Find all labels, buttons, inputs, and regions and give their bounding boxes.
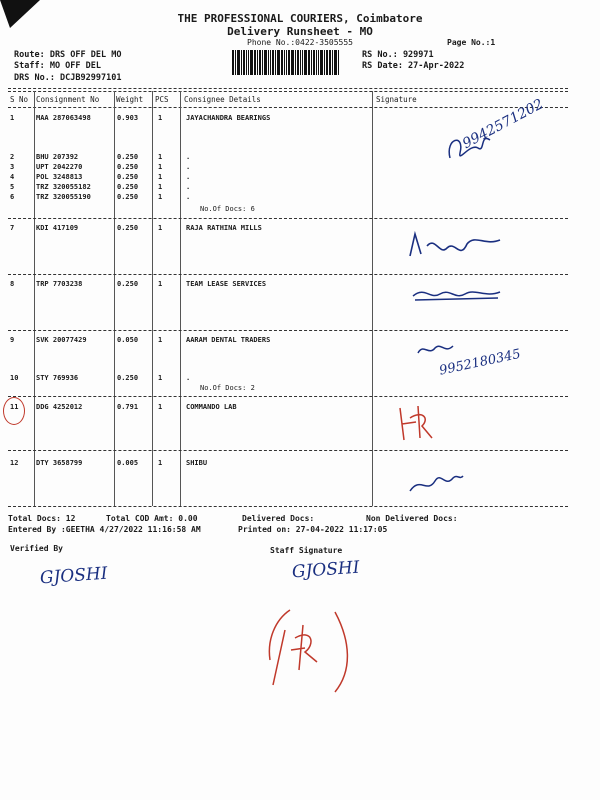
row-consignment: UPT 2042270 — [36, 163, 83, 171]
group-doc-count: No.Of Docs: 6 — [200, 205, 255, 213]
table-top-rule-2 — [8, 91, 568, 92]
table-header-rule — [8, 107, 568, 108]
row-consignee: COMMANDO LAB — [186, 403, 237, 411]
row-consignee: . — [186, 374, 191, 382]
row-consignee: . — [186, 173, 191, 181]
row-separator — [8, 450, 568, 451]
row-consignment: DDG 4252012 — [36, 403, 83, 411]
row-weight: 0.250 — [117, 193, 139, 201]
row-consignment: TRZ 320055190 — [36, 193, 91, 201]
row-weight: 0.903 — [117, 114, 139, 122]
handwritten-phone: 9942571202 — [460, 96, 547, 153]
red-initials-mark — [265, 600, 365, 695]
col-header-weight: Weight — [116, 95, 144, 104]
row-consignee: . — [186, 153, 191, 161]
row-weight: 0.005 — [117, 459, 139, 467]
col-header-consignment: Consignment No — [36, 95, 100, 104]
row-consignment: STY 769936 — [36, 374, 79, 382]
row-pcs: 1 — [158, 163, 163, 171]
delivered-docs: Delivered Docs: — [242, 514, 315, 523]
total-cod: Total COD Amt: 0.00 — [106, 514, 198, 523]
table-top-rule — [8, 88, 568, 89]
row-consignment: TRZ 320055182 — [36, 183, 91, 191]
staff: Staff: MO OFF DEL — [14, 61, 101, 71]
row-sno: 2 — [10, 153, 15, 161]
row-pcs: 1 — [158, 224, 163, 232]
row-weight: 0.250 — [117, 173, 139, 181]
row-consignee: SHIBU — [186, 459, 208, 467]
row-sno: 9 — [10, 336, 15, 344]
row-consignee: AARAM DENTAL TRADERS — [186, 336, 271, 344]
row-consignment: MAA 287063498 — [36, 114, 91, 122]
row-consignment: KDI 417109 — [36, 224, 79, 232]
row-consignee: RAJA RATHINA MILLS — [186, 224, 262, 232]
entered-by: Entered By :GEETHA 4/27/2022 11:16:58 AM — [8, 525, 201, 534]
row-sno: 11 — [10, 403, 19, 411]
row-consignee: . — [186, 193, 191, 201]
corner-mark — [0, 0, 40, 30]
row-weight: 0.250 — [117, 224, 139, 232]
document-title: Delivery Runsheet - MO — [227, 25, 373, 38]
row-pcs: 1 — [158, 183, 163, 191]
row-pcs: 1 — [158, 114, 163, 122]
row-consignment: POL 3248813 — [36, 173, 83, 181]
row-weight: 0.250 — [117, 280, 139, 288]
non-delivered-docs: Non Delivered Docs: — [366, 514, 458, 523]
barcode — [232, 50, 357, 75]
row-sno: 8 — [10, 280, 15, 288]
signature-4 — [415, 338, 455, 360]
red-circle-mark — [3, 397, 25, 425]
row-weight: 0.250 — [117, 374, 139, 382]
row-separator — [8, 330, 568, 331]
signature-5 — [405, 466, 465, 498]
table-bottom-rule — [8, 506, 568, 507]
rs-number: RS No.: 929971 — [362, 50, 434, 60]
total-docs: Total Docs: 12 — [8, 514, 76, 523]
row-weight: 0.791 — [117, 403, 139, 411]
group-doc-count: No.Of Docs: 2 — [200, 384, 255, 392]
row-pcs: 1 — [158, 403, 163, 411]
row-consignee: . — [186, 183, 191, 191]
staff-signature: GJOSHI — [291, 557, 361, 583]
company-phone: Phone No.:0422-3505555 — [247, 38, 353, 47]
row-sno: 6 — [10, 193, 15, 201]
row-consignee: . — [186, 163, 191, 171]
printed-on: Printed on: 27-04-2022 11:17:05 — [238, 525, 388, 534]
route: Route: DRS OFF DEL MO — [14, 50, 122, 60]
col-divider — [152, 91, 153, 506]
row-consignment: TRP 7703238 — [36, 280, 83, 288]
row-pcs: 1 — [158, 153, 163, 161]
row-sno: 4 — [10, 173, 15, 181]
staff-signature-label: Staff Signature — [270, 546, 343, 555]
row-separator — [8, 218, 568, 219]
row-sno: 1 — [10, 114, 15, 122]
row-consignment: SVK 20077429 — [36, 336, 87, 344]
handwritten-phone: 9952180345 — [438, 346, 523, 379]
row-sno: 5 — [10, 183, 15, 191]
col-header-signature: Signature — [376, 95, 417, 104]
row-sno: 7 — [10, 224, 15, 232]
row-consignee: TEAM LEASE SERVICES — [186, 280, 267, 288]
col-divider — [180, 91, 181, 506]
red-initials-mark — [392, 398, 437, 446]
col-divider — [372, 91, 373, 506]
rs-date: RS Date: 27-Apr-2022 — [362, 61, 465, 71]
row-pcs: 1 — [158, 193, 163, 201]
row-weight: 0.250 — [117, 163, 139, 171]
row-pcs: 1 — [158, 459, 163, 467]
row-consignee: JAYACHANDRA BEARINGS — [186, 114, 271, 122]
col-divider — [34, 91, 35, 506]
row-sno: 3 — [10, 163, 15, 171]
row-consignment: BHU 207392 — [36, 153, 79, 161]
verified-by-label: Verified By — [10, 544, 63, 553]
row-weight: 0.050 — [117, 336, 139, 344]
col-header-pcs: PCS — [155, 95, 169, 104]
signature-3 — [410, 282, 505, 307]
row-separator — [8, 396, 568, 397]
row-consignment: DTY 3658799 — [36, 459, 83, 467]
drs-number: DRS No.: DCJB92997101 — [14, 73, 122, 83]
row-weight: 0.250 — [117, 153, 139, 161]
row-weight: 0.250 — [117, 183, 139, 191]
col-header-sno: S No — [10, 95, 29, 104]
company-name: THE PROFESSIONAL COURIERS, Coimbatore — [177, 12, 423, 25]
row-pcs: 1 — [158, 173, 163, 181]
row-pcs: 1 — [158, 336, 163, 344]
col-divider — [114, 91, 115, 506]
verified-signature: GJOSHI — [39, 563, 109, 589]
row-separator — [8, 274, 568, 275]
row-pcs: 1 — [158, 280, 163, 288]
signature-2 — [405, 226, 515, 266]
col-header-consignee: Consignee Details — [184, 95, 261, 104]
row-sno: 10 — [10, 374, 19, 382]
row-sno: 12 — [10, 459, 19, 467]
row-pcs: 1 — [158, 374, 163, 382]
page-number: Page No.:1 — [447, 38, 496, 47]
